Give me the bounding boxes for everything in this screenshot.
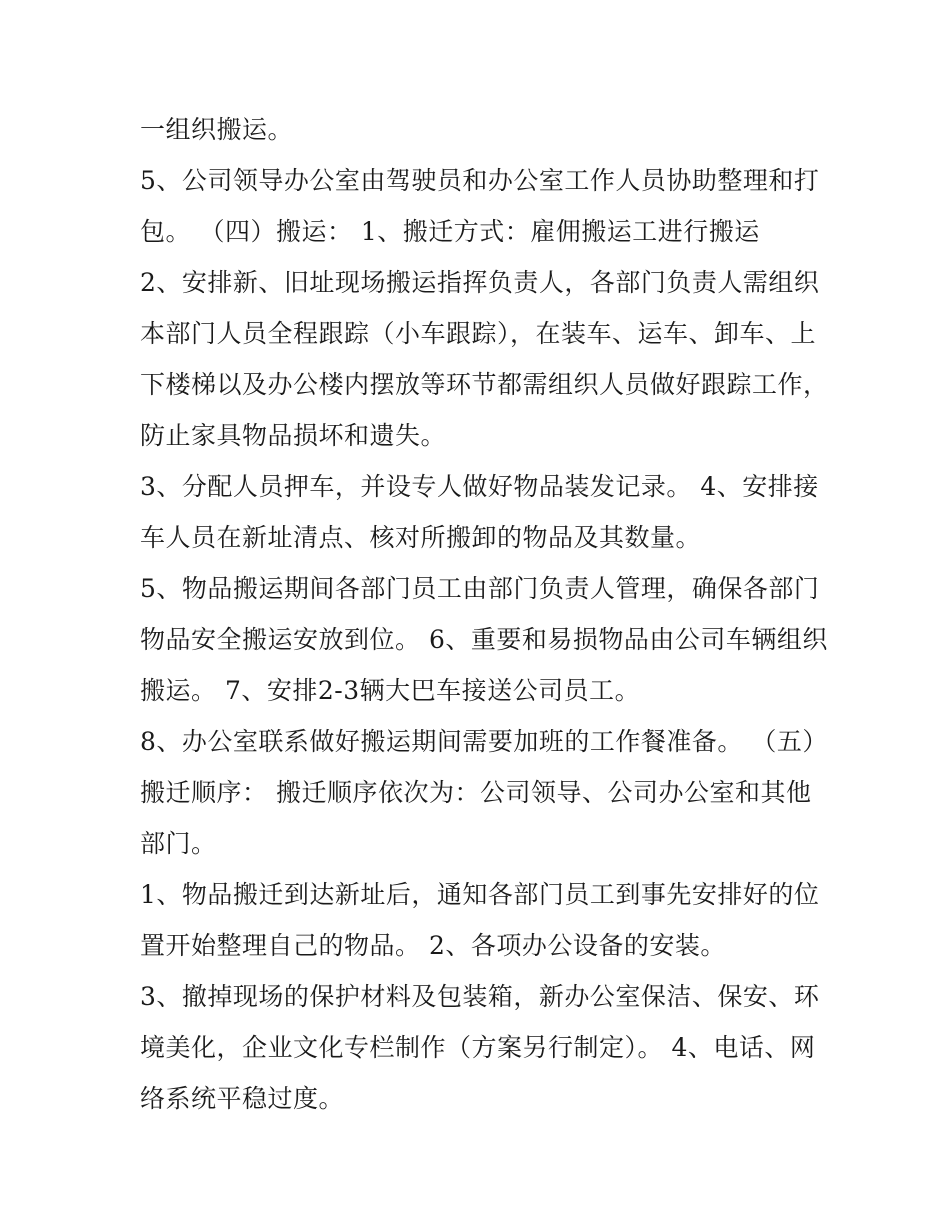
text-line: 车人员在新址清点、核对所搬卸的物品及其数量。	[140, 523, 702, 552]
text-line: 本部门人员全程跟踪（小车跟踪），在装车、运车、卸车、上	[140, 319, 817, 348]
text-line: 一组织搬运。	[140, 115, 294, 144]
text-line: 1、物品搬迁到达新址后，通知各部门员工到事先安排好的位	[140, 880, 820, 909]
text-line: 下楼梯以及办公楼内摆放等环节都需组织人员做好跟踪工作，	[140, 370, 829, 399]
text-line: 防止家具物品损坏和遗失。	[140, 421, 447, 450]
text-line: 5、公司领导办公室由驾驶员和办公室工作人员协助整理和打	[140, 166, 820, 195]
text-line: 境美化，企业文化专栏制作（方案另行制定）。 4、电话、网	[140, 1033, 816, 1062]
text-line: 3、撤掉现场的保护材料及包装箱，新办公室保洁、保安、环	[140, 982, 820, 1011]
text-line: 物品安全搬运安放到位。 6、重要和易损物品由公司车辆组织	[140, 625, 828, 654]
text-line: 部门。	[140, 829, 217, 858]
text-line: 8、办公室联系做好搬运期间需要加班的工作餐准备。 （五）	[140, 727, 828, 756]
text-line: 搬运。 7、安排2-3辆大巴车接送公司员工。	[140, 676, 641, 705]
text-line: 5、物品搬运期间各部门员工由部门负责人管理，确保各部门	[140, 574, 820, 603]
text-line: 置开始整理自己的物品。 2、各项办公设备的安装。	[140, 931, 726, 960]
text-line: 包。 （四）搬运： 1、搬迁方式：雇佣搬运工进行搬运	[140, 217, 760, 246]
text-line: 搬迁顺序： 搬迁顺序依次为：公司领导、公司办公室和其他	[140, 778, 812, 807]
document-body	[140, 104, 829, 1124]
text-line: 络系统平稳过度。	[140, 1084, 345, 1113]
text-line: 2、安排新、旧址现场搬运指挥负责人，各部门负责人需组织	[140, 268, 820, 297]
text-line: 3、分配人员押车，并设专人做好物品装发记录。 4、安排接	[140, 472, 819, 501]
